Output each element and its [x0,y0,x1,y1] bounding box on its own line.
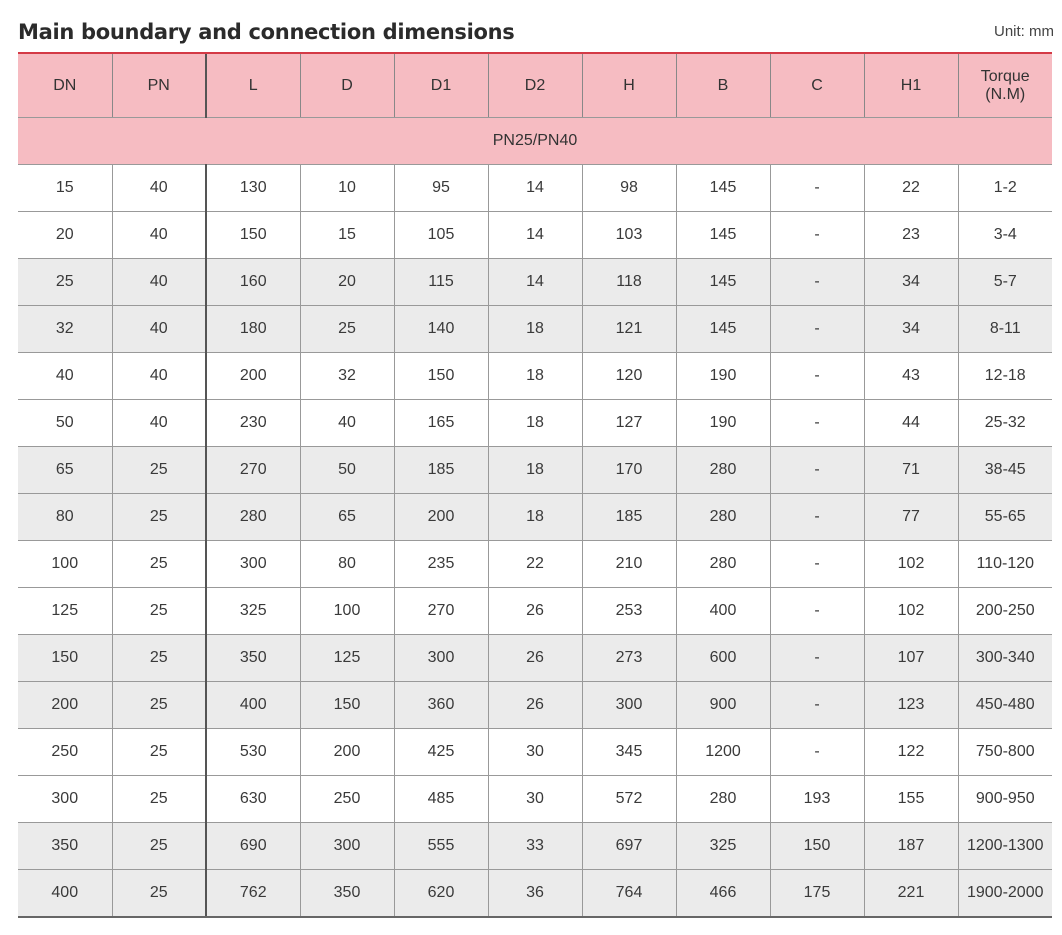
table-cell: 115 [394,259,488,306]
table-cell: - [770,353,864,400]
table-cell: 280 [676,447,770,494]
table-cell: 750-800 [958,729,1052,776]
table-cell: 103 [582,212,676,259]
table-cell: 33 [488,823,582,870]
table-cell: 118 [582,259,676,306]
table-cell: 25 [112,823,206,870]
table-cell: 18 [488,400,582,447]
table-row [18,400,1052,447]
column-header: D [300,53,394,118]
table-cell: 200-250 [958,588,1052,635]
table-cell: 193 [770,776,864,823]
table-cell: 325 [206,588,300,635]
table-cell: 345 [582,729,676,776]
table-cell: 900-950 [958,776,1052,823]
table-row [18,588,1052,635]
table-cell: 600 [676,635,770,682]
table-cell: 235 [394,541,488,588]
table-cell: 25 [112,447,206,494]
table-cell: 300 [206,541,300,588]
table-cell: 65 [300,494,394,541]
table-cell: 32 [300,353,394,400]
table-cell: 15 [18,165,112,212]
table-cell: 140 [394,306,488,353]
table-cell: - [770,212,864,259]
table-cell: 762 [206,870,300,918]
table-group-row [18,118,1052,165]
table-cell: 34 [864,259,958,306]
table-cell: 26 [488,635,582,682]
table-cell: 30 [488,729,582,776]
table-cell: 425 [394,729,488,776]
column-header: PN [112,53,206,118]
table-cell: 25 [112,870,206,918]
table-cell: 764 [582,870,676,918]
table-cell: 20 [300,259,394,306]
table-cell: 400 [18,870,112,918]
column-header: C [770,53,864,118]
table-cell: 43 [864,353,958,400]
table-cell: 190 [676,400,770,447]
table-cell: 1-2 [958,165,1052,212]
table-cell: 14 [488,165,582,212]
table-cell: - [770,259,864,306]
table-cell: 325 [676,823,770,870]
table-cell: 71 [864,447,958,494]
table-cell: 110-120 [958,541,1052,588]
table-cell: 160 [206,259,300,306]
table-cell: 25 [112,682,206,729]
dimensions-table [18,52,1052,918]
table-cell: 185 [582,494,676,541]
table-cell: 120 [582,353,676,400]
table-row [18,494,1052,541]
table-cell: 18 [488,494,582,541]
table-cell: - [770,400,864,447]
table-cell: 40 [112,400,206,447]
table-cell: 280 [676,776,770,823]
table-cell: 127 [582,400,676,447]
column-header: D1 [394,53,488,118]
table-cell: 122 [864,729,958,776]
table-cell: 280 [676,494,770,541]
table-cell: 25 [112,635,206,682]
unit-label: Unit: mm [994,23,1054,40]
table-cell: 690 [206,823,300,870]
table-cell: 25 [300,306,394,353]
table-cell: 18 [488,447,582,494]
table-cell: 150 [770,823,864,870]
table-cell: 95 [394,165,488,212]
column-header: H1 [864,53,958,118]
table-cell: 50 [18,400,112,447]
column-header: L [206,53,300,118]
column-header: H [582,53,676,118]
table-cell: 20 [18,212,112,259]
table-cell: 530 [206,729,300,776]
table-cell: 38-45 [958,447,1052,494]
table-cell: - [770,635,864,682]
table-cell: 36 [488,870,582,918]
table-cell: 400 [206,682,300,729]
table-cell: 77 [864,494,958,541]
table-cell: 107 [864,635,958,682]
table-cell: 221 [864,870,958,918]
table-cell: 400 [676,588,770,635]
table-cell: 170 [582,447,676,494]
table-cell: 1900-2000 [958,870,1052,918]
table-cell: 25 [112,494,206,541]
table-cell: 30 [488,776,582,823]
table-cell: 270 [206,447,300,494]
table-cell: 80 [18,494,112,541]
table-row [18,870,1052,918]
table-cell: 360 [394,682,488,729]
table-cell: 102 [864,588,958,635]
table-header-row [18,53,1052,118]
table-cell: 273 [582,635,676,682]
table-cell: 26 [488,588,582,635]
table-cell: 44 [864,400,958,447]
table-cell: 5-7 [958,259,1052,306]
table-cell: 125 [18,588,112,635]
table-row [18,306,1052,353]
group-label: PN25/PN40 [18,118,1052,165]
table-cell: - [770,306,864,353]
table-cell: 280 [206,494,300,541]
table-cell: 555 [394,823,488,870]
table-cell: 40 [112,353,206,400]
table-cell: 50 [300,447,394,494]
table-cell: - [770,447,864,494]
table-cell: 125 [300,635,394,682]
table-cell: 485 [394,776,488,823]
table-cell: 55-65 [958,494,1052,541]
table-cell: 200 [394,494,488,541]
table-row [18,682,1052,729]
table-cell: 23 [864,212,958,259]
table-cell: 150 [18,635,112,682]
table-cell: 145 [676,165,770,212]
table-cell: 185 [394,447,488,494]
table-cell: 25 [112,541,206,588]
table-cell: 200 [300,729,394,776]
column-header: DN [18,53,112,118]
table-cell: 18 [488,306,582,353]
table-cell: 450-480 [958,682,1052,729]
table-body [18,165,1052,918]
table-cell: 130 [206,165,300,212]
table-row [18,823,1052,870]
table-cell: 175 [770,870,864,918]
table-cell: 32 [18,306,112,353]
table-cell: 98 [582,165,676,212]
table-cell: 40 [112,306,206,353]
table-cell: 697 [582,823,676,870]
table-row [18,212,1052,259]
table-cell: 145 [676,259,770,306]
table-cell: 40 [300,400,394,447]
table-cell: 150 [394,353,488,400]
table-cell: 102 [864,541,958,588]
table-cell: 40 [18,353,112,400]
table-cell: 25 [112,776,206,823]
table-cell: 145 [676,212,770,259]
table-cell: 12-18 [958,353,1052,400]
table-cell: 22 [488,541,582,588]
table-cell: 300-340 [958,635,1052,682]
table-cell: 230 [206,400,300,447]
table-cell: 15 [300,212,394,259]
table-cell: 100 [300,588,394,635]
table-cell: 14 [488,259,582,306]
table-cell: 300 [18,776,112,823]
table-cell: 25 [112,729,206,776]
table-cell: 145 [676,306,770,353]
table-cell: 26 [488,682,582,729]
table-cell: 270 [394,588,488,635]
table-cell: 300 [394,635,488,682]
table-cell: 14 [488,212,582,259]
table-cell: 40 [112,165,206,212]
table-cell: 25 [112,588,206,635]
table-cell: 165 [394,400,488,447]
table-row [18,776,1052,823]
table-row [18,635,1052,682]
table-cell: 572 [582,776,676,823]
table-cell: 1200 [676,729,770,776]
table-row [18,353,1052,400]
table-row [18,259,1052,306]
table-cell: - [770,165,864,212]
table-cell: 900 [676,682,770,729]
table-cell: 180 [206,306,300,353]
table-cell: 350 [300,870,394,918]
table-cell: 155 [864,776,958,823]
table-cell: 300 [582,682,676,729]
table-cell: 25-32 [958,400,1052,447]
table-cell: 34 [864,306,958,353]
table-cell: 3-4 [958,212,1052,259]
table-cell: 65 [18,447,112,494]
table-cell: 22 [864,165,958,212]
table-cell: 10 [300,165,394,212]
table-cell: 123 [864,682,958,729]
table-cell: 80 [300,541,394,588]
table-cell: 187 [864,823,958,870]
table-cell: 150 [300,682,394,729]
column-header: Torque (N.M) [958,53,1052,118]
table-cell: - [770,682,864,729]
table-cell: 253 [582,588,676,635]
title-bar [18,18,1054,50]
column-header: D2 [488,53,582,118]
table-cell: 300 [300,823,394,870]
table-cell: 280 [676,541,770,588]
table-cell: 630 [206,776,300,823]
table-cell: 350 [206,635,300,682]
table-cell: 40 [112,259,206,306]
table-cell: 150 [206,212,300,259]
table-row [18,541,1052,588]
table-cell: 250 [18,729,112,776]
table-cell: 105 [394,212,488,259]
page-title: Main boundary and connection dimensions [18,20,515,44]
column-header: B [676,53,770,118]
table-cell: 25 [18,259,112,306]
table-cell: 210 [582,541,676,588]
table-cell: 620 [394,870,488,918]
table-cell: - [770,541,864,588]
table-cell: 466 [676,870,770,918]
table-cell: 8-11 [958,306,1052,353]
table-cell: 121 [582,306,676,353]
table-cell: 100 [18,541,112,588]
table-row [18,165,1052,212]
table-row [18,729,1052,776]
table-cell: 18 [488,353,582,400]
table-cell: - [770,588,864,635]
table-cell: 1200-1300 [958,823,1052,870]
table-cell: 250 [300,776,394,823]
table-cell: - [770,494,864,541]
table-cell: 350 [18,823,112,870]
table-row [18,447,1052,494]
table-cell: 200 [18,682,112,729]
table-cell: 200 [206,353,300,400]
table-cell: 190 [676,353,770,400]
table-cell: 40 [112,212,206,259]
table-cell: - [770,729,864,776]
